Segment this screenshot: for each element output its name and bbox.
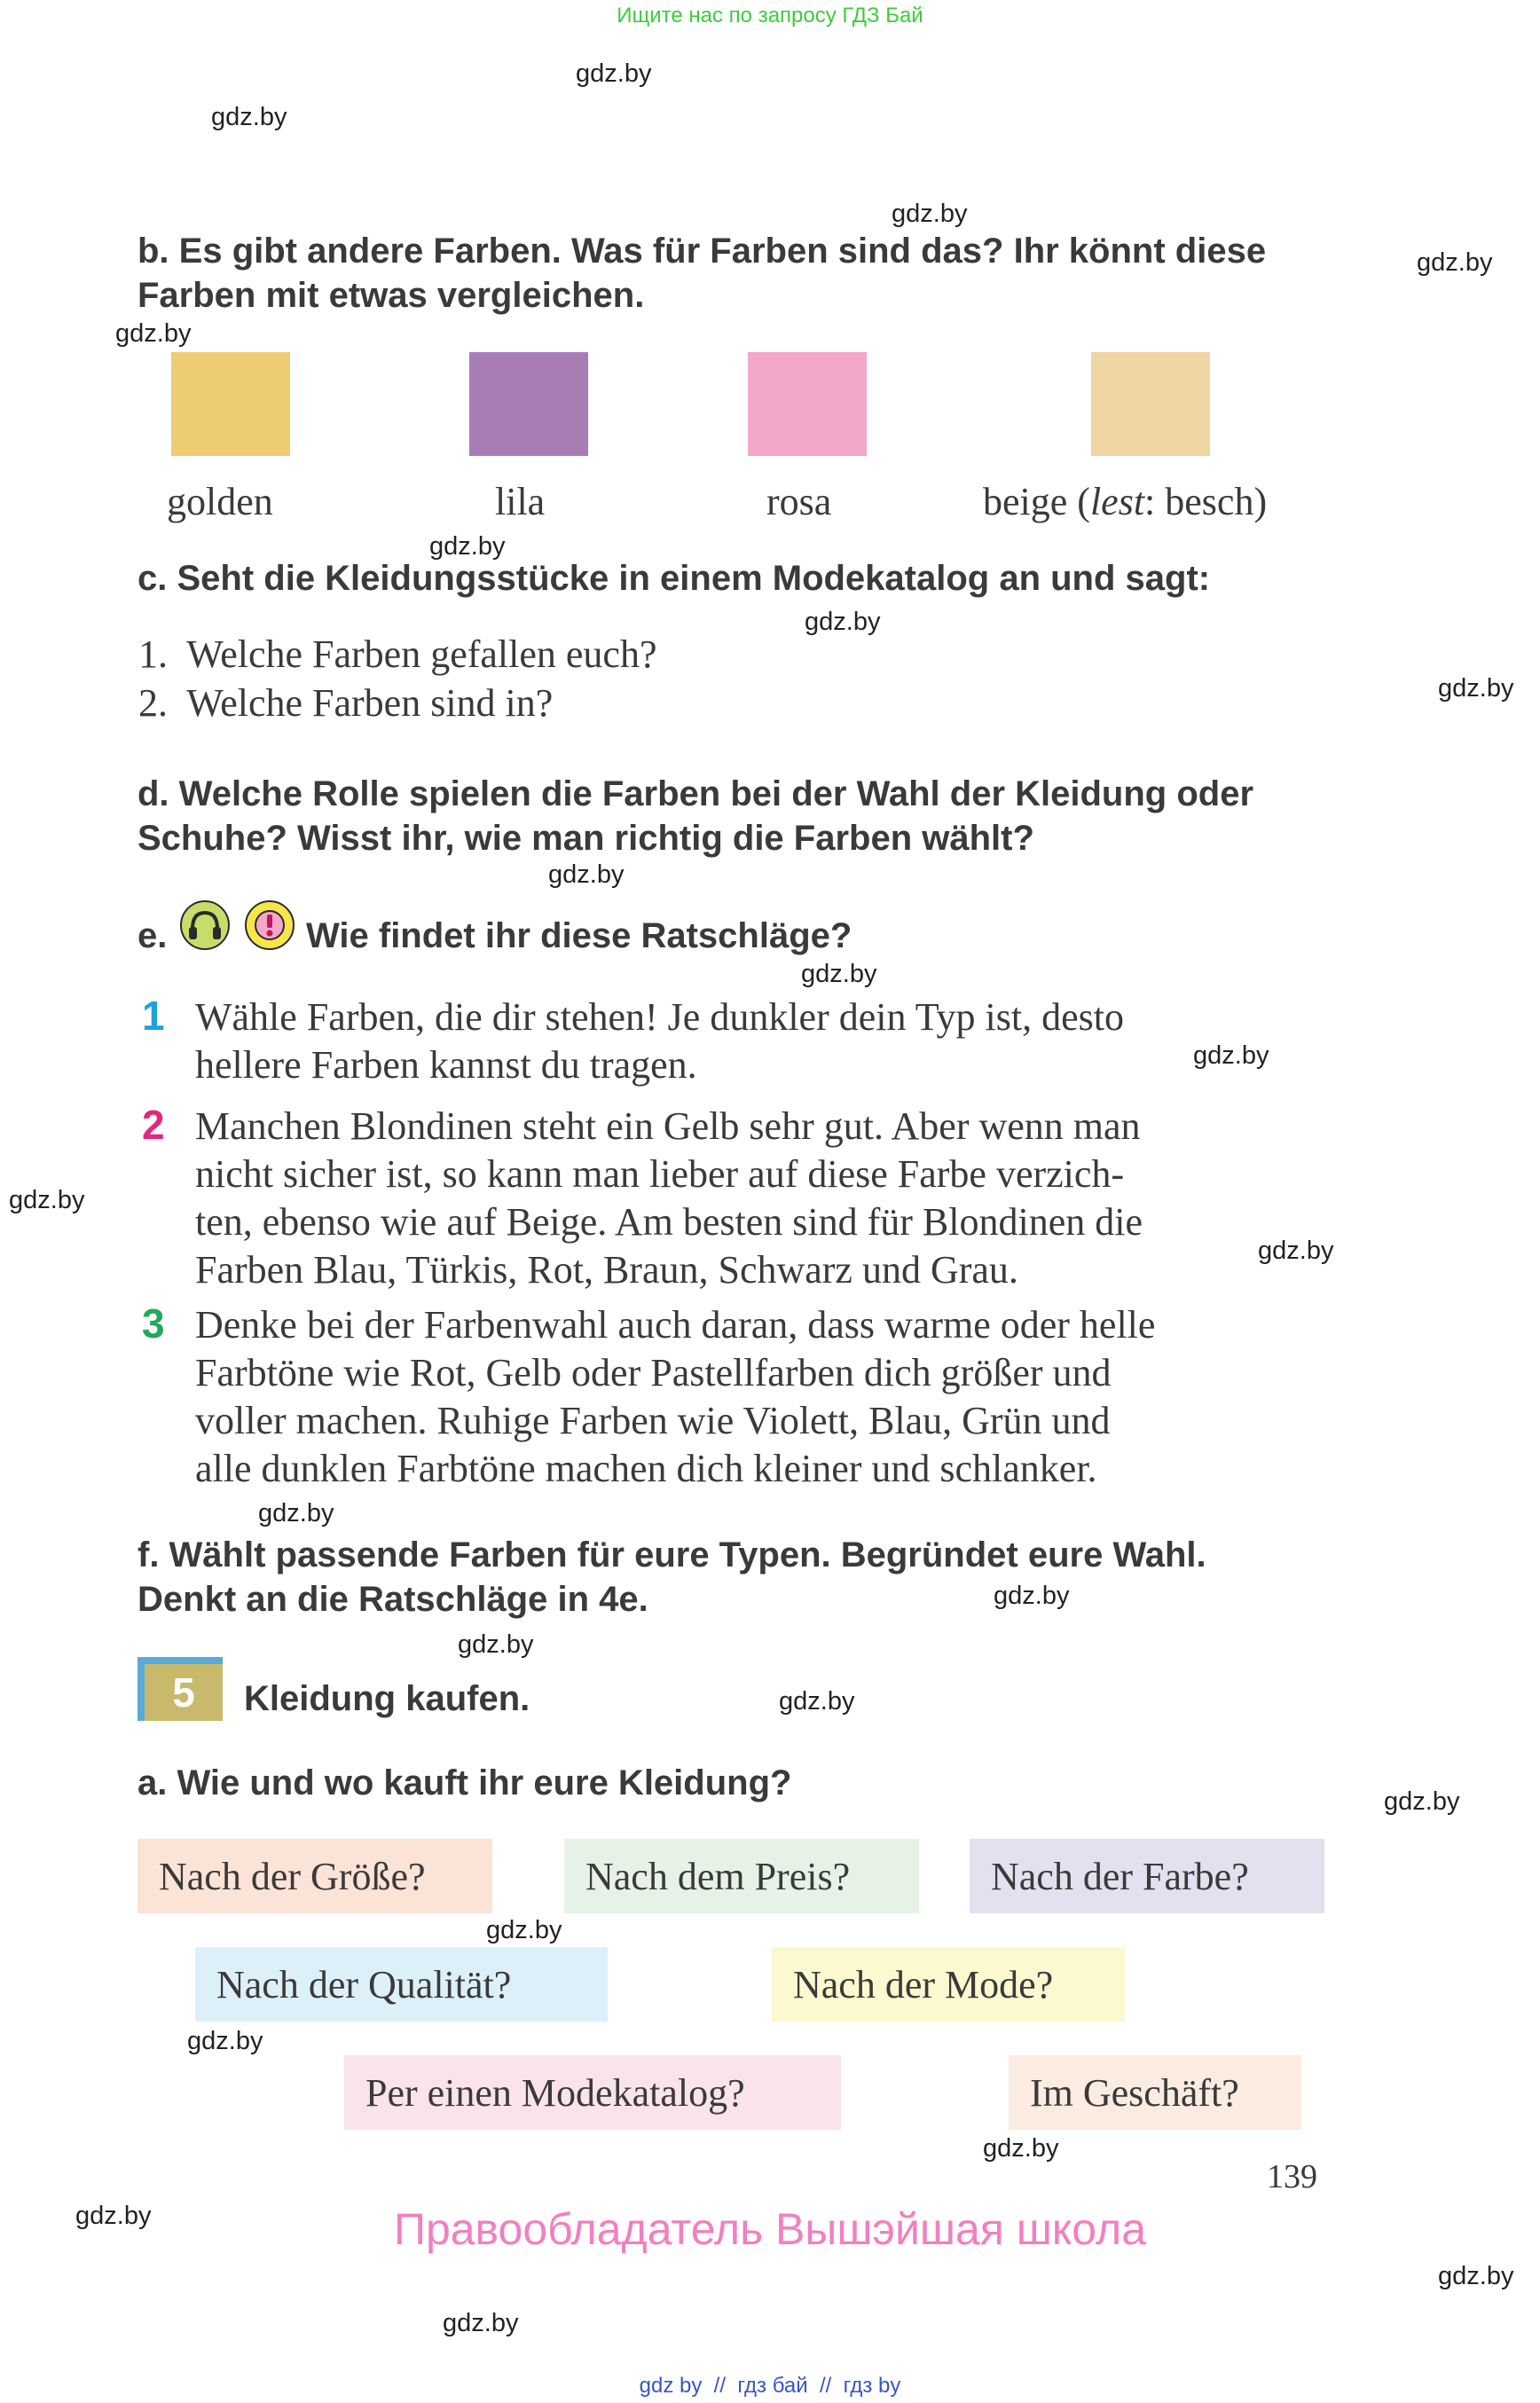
advice-item-3 <box>142 1301 1331 1493</box>
advice-line: hellere Farben kannst du tragen. <box>195 1043 697 1087</box>
watermark: gdz.by <box>75 2202 152 2230</box>
watermark: gdz.by <box>429 532 506 561</box>
task-d-line-1: d. Welche Rolle spielen die Farben bei der Wahl der Kleidung oder <box>138 774 1254 813</box>
task-f-heading <box>138 1533 1331 1622</box>
advice-number: 3 <box>142 1300 165 1347</box>
exercise-number-badge <box>138 1657 223 1721</box>
watermark: gdz.by <box>258 1499 334 1527</box>
task-d-line-2: Schuhe? Wisst ihr, wie man richtig die Farben wählt? <box>138 819 1034 858</box>
advice-line: voller machen. Ruhige Farben wie Violett, Blau, Grün und <box>195 1399 1111 1442</box>
color-swatch-lila <box>469 352 588 456</box>
question-box-color: Nach der Farbe? <box>970 1839 1324 1913</box>
page-number: 139 <box>1267 2158 1317 2195</box>
advice-item-1 <box>142 993 1331 1089</box>
task-e-prefix: e. <box>138 916 168 955</box>
advice-line: Wähle Farben, die dir stehen! Je dunkler dein Typ ist, desto <box>195 995 1124 1039</box>
footer-links[interactable]: gdz by // гдз бай // гдз by <box>639 2374 901 2398</box>
advice-item-2 <box>142 1102 1334 1294</box>
watermark: gdz.by <box>983 2134 1059 2163</box>
headphones-icon <box>180 900 230 950</box>
watermark: gdz.by <box>779 1687 855 1716</box>
task-d-heading <box>138 772 1331 860</box>
watermark: gdz.by <box>576 59 652 88</box>
watermark: gdz.by <box>548 860 625 889</box>
task-c-heading: c. Seht die Kleidungsstücke in einem Modekatalog an und sagt: <box>138 559 1211 598</box>
color-swatch-beige <box>1091 352 1210 456</box>
watermark: gdz.by <box>801 960 877 988</box>
advice-line: nicht sicher ist, so kann man lieber auf diese Farbe verzich- <box>195 1152 1125 1196</box>
watermark: gdz.by <box>1384 1787 1460 1816</box>
watermark: gdz.by <box>892 200 968 228</box>
color-label-golden: golden <box>167 480 273 523</box>
color-swatch-rosa <box>748 352 867 456</box>
watermark: gdz.by <box>211 103 287 131</box>
color-label-rosa: rosa <box>766 480 832 523</box>
search-hint: Ищите нас по запросу ГДЗ Бай <box>617 4 923 27</box>
watermark: gdz.by <box>1193 1041 1269 1070</box>
watermark: gdz.by <box>994 1582 1070 1610</box>
advice-line: Denke bei der Farbenwahl auch daran, dass warme oder helle <box>195 1303 1156 1347</box>
watermark: gdz.by <box>486 1916 562 1944</box>
question-box-price: Nach dem Preis? <box>564 1839 919 1913</box>
question-box-fashion: Nach der Mode? <box>772 1947 1125 2022</box>
advice-number: 1 <box>142 993 165 1039</box>
watermark: gdz.by <box>458 1630 534 1659</box>
color-swatch-golden <box>171 352 290 456</box>
question-box-shop: Im Geschäft? <box>1009 2055 1301 2130</box>
exercise-number: 5 <box>172 1669 195 1716</box>
exclamation-icon <box>245 900 295 950</box>
watermark: gdz.by <box>1417 248 1493 277</box>
task-e-heading: Wie findet ihr diese Ratschläge? <box>306 916 852 955</box>
task-c-item-2: 2. Welche Farben sind in? <box>138 681 554 725</box>
copyright-notice: Правообладатель Вышэйшая школа <box>394 2204 1146 2254</box>
watermark: gdz.by <box>115 319 192 348</box>
question-box-catalog: Per einen Modekatalog? <box>344 2055 841 2130</box>
advice-line: Farben Blau, Türkis, Rot, Braun, Schwarz und Grau. <box>195 1248 1018 1292</box>
color-label-lila: lila <box>495 480 546 523</box>
watermark: gdz.by <box>187 2027 263 2055</box>
advice-line: Farbtöne wie Rot, Gelb oder Pastellfarben dich größer und <box>195 1351 1112 1394</box>
lest-label: lest <box>1089 480 1145 523</box>
advice-line: alle dunklen Farbtöne machen dich kleiner und schlanker. <box>195 1447 1097 1490</box>
advice-number: 2 <box>142 1102 165 1148</box>
watermark: gdz.by <box>805 608 881 636</box>
advice-line: Manchen Blondinen steht ein Gelb sehr gut. Aber wenn man <box>195 1104 1141 1148</box>
question-box-size: Nach der Größe? <box>138 1839 492 1913</box>
task-b-line-1: b. Es gibt andere Farben. Was für Farben sind das? Ihr könnt diese <box>138 232 1267 271</box>
pronunciation-label: : besch) <box>1144 480 1268 523</box>
watermark: gdz.by <box>1438 674 1514 703</box>
exercise-5-task-a: a. Wie und wo kauft ihr eure Kleidung? <box>138 1763 792 1802</box>
watermark: gdz.by <box>1438 2262 1514 2290</box>
question-box-quality: Nach der Qualität? <box>195 1947 608 2022</box>
task-f-line-1: f. Wählt passende Farben für eure Typen. Begründet eure Wahl. <box>138 1535 1206 1575</box>
watermark: gdz.by <box>443 2309 519 2337</box>
watermark: gdz.by <box>1258 1237 1334 1265</box>
task-b-heading <box>138 229 1331 318</box>
advice-line: ten, ebenso wie auf Beige. Am besten sind für Blondinen die <box>195 1200 1143 1244</box>
beige-label: beige ( <box>983 480 1090 523</box>
task-c-item-1: 1. Welche Farben gefallen euch? <box>138 632 657 676</box>
color-label-beige <box>983 479 1267 524</box>
exercise-title: Kleidung kaufen. <box>244 1679 530 1718</box>
watermark: gdz.by <box>9 1186 85 1214</box>
task-b-line-2: Farben mit etwas vergleichen. <box>138 276 645 315</box>
task-f-line-2: Denkt an die Ratschläge in 4e. <box>138 1580 648 1619</box>
